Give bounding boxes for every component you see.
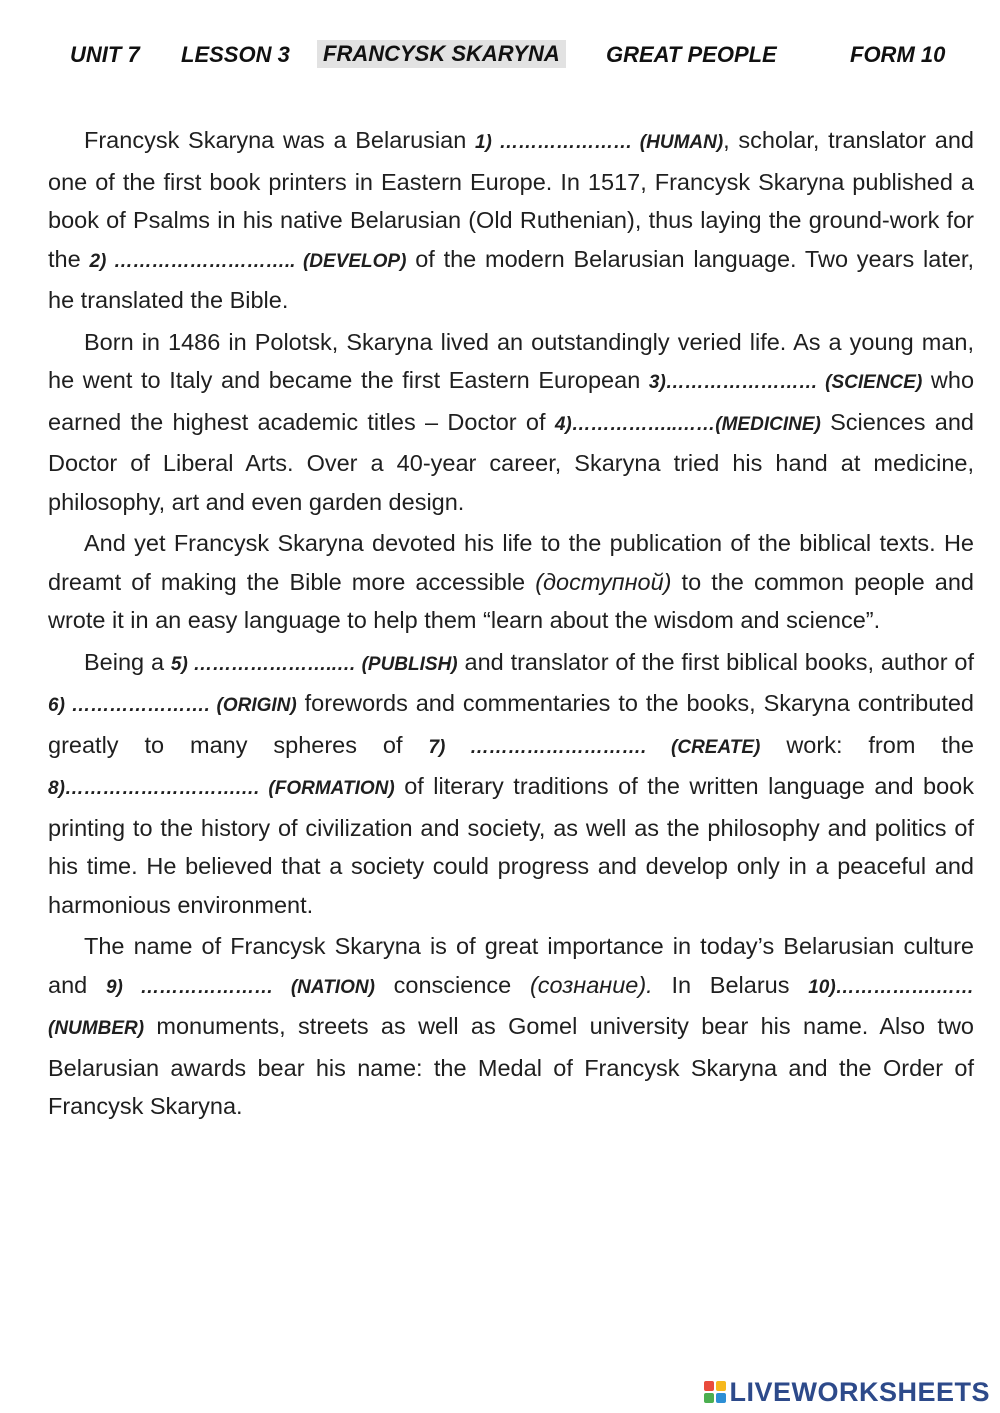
logo-square-red (704, 1381, 714, 1391)
blank-10-number[interactable]: 10)…………….…… (NUMBER) (48, 976, 974, 1039)
logo-square-yellow (716, 1381, 726, 1391)
russian-gloss-1: (доступной) (535, 568, 672, 595)
blank-1-human[interactable]: 1) ………………… (HUMAN) (474, 132, 724, 153)
brand-name: LIVEWORKSHEETS (729, 1376, 990, 1407)
blank-3-science[interactable]: 3)…………………… (SCIENCE) (648, 372, 923, 393)
blank-4-medicine[interactable]: 4)……………..……(MEDICINE) (554, 413, 821, 435)
liveworksheets-logo-icon (704, 1381, 726, 1403)
blank-6-origin[interactable]: 6) …………………. (ORIGIN) (48, 695, 297, 716)
paragraph-1: Francysk Skaryna was a Belarusian 1) ………………… (HUMAN), scholar, translator and one of the first book printers in Eastern Europe. In 1517, Francysk Skaryna published a book of Psalms in his native Belarusian (Old Ruthenian), thus laying the ground-work for the 2) ……………………….. (DEVELOP) of the modern Belarusian language. Two years later, he translated the Bible. (48, 127, 974, 313)
blank-8-formation[interactable]: 8)……………………….… (FORMATION) (48, 778, 395, 799)
form-label: FORM 10 (850, 42, 946, 67)
paragraph-3: And yet Francysk Skaryna devoted his life to the publication of the biblical texts. He dreamt of making the Bible more accessible (доступной) to the common people and wrote it in an easy language to help them “learn about the wisdom and science”. (48, 530, 974, 633)
worksheet-text (48, 121, 974, 1129)
lesson-label: LESSON 3 (181, 42, 290, 67)
paragraph-5: The name of Francysk Skaryna is of great importance in today’s Belarusian culture and 9) ………………… (NATION) conscience (сознание). In Belarus 10)…………….…… (NUMBER) monuments, streets as well as Gomel university bear his name. Also two Belarusian awards bear his name: the Medal of Francysk Skaryna and the Order of Francysk Skaryna. (48, 933, 974, 1119)
blank-7-create[interactable]: 7) ………………………. (CREATE) (428, 736, 761, 758)
russian-gloss-2: (сознание). (529, 971, 653, 998)
blank-5-publish[interactable]: 5) …………………..… (PUBLISH) (170, 653, 458, 675)
theme-label: GREAT PEOPLE (606, 42, 777, 67)
worksheet-header (0, 38, 1000, 72)
paragraph-4: Being a 5) …………………..… (PUBLISH) and translator of the first biblical books, author of 6) …………………. (ORIGIN) forewords and commentaries to the books, Skaryna contributed greatly to many spheres of 7) ………………………. (CREATE) work: from the 8)……………………….… (FORMATION) of literary traditions of the written language and book printing to the history of civilization and society, as well as the philosophy and politics of his time. He believed that a society could progress and develop only in a peaceful and harmonious environment. (48, 648, 975, 918)
liveworksheets-footer (704, 1377, 990, 1407)
paragraph-2: Born in 1486 in Polotsk, Skaryna lived an outstandingly veried life. As a young man, he went to Italy and became the first Eastern European 3)…………………… (SCIENCE) who earned the highest academic titles – Doctor of 4)……………..……(MEDICINE) Sciences and Doctor of Liberal Arts. Over a 40-year career, Skaryna tried his hand at medicine, philosophy, art and even garden design. (48, 328, 975, 515)
logo-square-blue (716, 1393, 726, 1403)
blank-9-nation[interactable]: 9) ………………… (NATION) (105, 976, 375, 998)
topic-label: FRANCYSK SKARYNA (317, 40, 566, 68)
logo-square-green (704, 1393, 714, 1403)
unit-label: UNIT 7 (70, 42, 140, 67)
blank-2-develop[interactable]: 2) ……………………….. (DEVELOP) (89, 250, 407, 272)
